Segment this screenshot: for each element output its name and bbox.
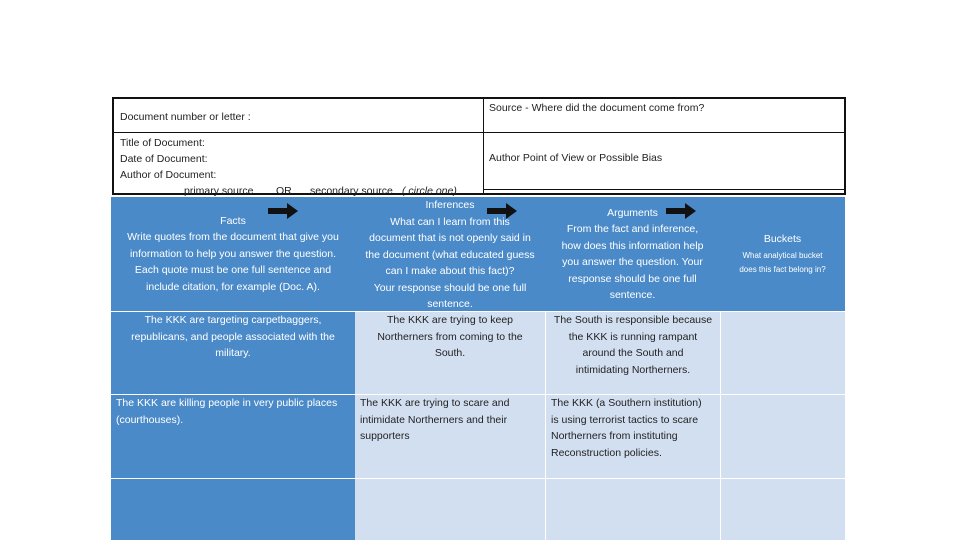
table-row-1-fact[interactable] [111,312,355,394]
buckets-header-line: What analytical bucket [742,250,823,260]
buckets-header-title: Buckets [763,232,802,245]
primary-source-option[interactable]: primary source [184,185,254,197]
fact-line: (courthouses). [116,413,184,426]
fact-line: republicans, and people associated with the [131,330,335,343]
or-label: OR [276,185,292,197]
buckets-header [720,197,845,311]
table-row-3-fact[interactable] [111,479,355,540]
title-label[interactable]: Title of Document: [120,137,205,149]
argument-line: The KKK (a Southern institution) [551,397,702,409]
arguments-header-line: how does this information help [561,239,704,252]
inference-line: Northerners from coming to the [377,330,523,343]
argument-line: Reconstruction policies. [551,446,662,459]
argument-line: Northerners from instituting [551,430,678,442]
argument-line: the KKK is running rampant [568,330,698,343]
right-arrow-icon [487,203,517,219]
table-row-1-inference[interactable] [355,312,545,394]
table-row-1-bucket[interactable] [720,312,845,394]
row-separator [111,478,845,479]
table-row-2-bucket[interactable] [720,395,845,478]
arguments-header-line: response should be one full [568,272,697,285]
author-label[interactable]: Author of Document: [120,169,217,181]
facts-header-line: information to help you answer the question. [129,247,337,260]
inference-line: intimidate Northerners and their [360,413,508,426]
inferences-header-line: sentence. [427,298,473,310]
inferences-header-line: What can I learn from this [390,215,510,228]
right-arrow-icon [666,203,696,219]
arguments-header-line: From the fact and inference, [566,223,699,235]
inference-line: The KKK are trying to scare and [360,397,510,409]
buckets-header-line: does this fact belong in? [739,264,826,274]
table-row-3-bucket[interactable] [720,479,845,540]
arguments-header-line: sentence. [609,289,656,301]
row-separator [111,394,845,395]
argument-line: intimidating Northerners. [575,363,691,376]
form-bottom-divider [483,189,844,190]
facts-header-line: Each quote must be one full sentence and [134,264,332,277]
form-vertical-divider [483,99,484,195]
fact-line: military. [215,347,251,359]
inference-line: The KKK are trying to keep [386,314,514,326]
facts-header-line: Facts [220,214,246,227]
table-row-2-inference[interactable] [355,395,545,478]
fact-line: The KKK are killing people in very public places [116,397,338,409]
inferences-header-line: the document (what educated guess [365,248,535,261]
argument-line: around the South and [582,347,684,359]
date-label[interactable]: Date of Document: [120,153,208,165]
inferences-header-line: document that is not openly said in [369,232,531,244]
inferences-header-line: Inferences [425,199,475,211]
facts-header [111,197,355,311]
inference-line: supporters [360,430,410,442]
source-label[interactable]: Source - Where did the document come from? [489,102,705,114]
row-separator [111,311,845,312]
table-row-1-argument[interactable] [545,312,720,394]
fact-line: The KKK are targeting carpetbaggers, [144,314,322,326]
form-horizontal-divider [114,132,844,133]
facts-header-line: include citation, for example (Doc. A). [146,280,320,293]
inferences-header-line: can I make about this fact)? [385,265,515,277]
inference-line: South. [434,347,466,359]
arguments-header-line: Arguments [607,206,658,219]
table-row-3-argument[interactable] [545,479,720,540]
inferences-header-line: Your response should be one full [373,281,527,294]
table-row-2-argument[interactable] [545,395,720,478]
circle-one-note: ( circle one) [402,185,457,197]
secondary-source-option[interactable]: secondary source [310,185,393,197]
argument-line: is using terrorist tactics to scare [551,413,699,426]
argument-line: The South is responsible because [553,314,713,326]
table-row-2-fact[interactable] [111,395,355,478]
doc-number-label[interactable]: Document number or letter : [120,111,251,123]
right-arrow-icon [268,203,298,219]
document-info-form [112,97,846,195]
facts-header-line: Write quotes from the document that give you [127,231,339,244]
author-pov-label[interactable]: Author Point of View or Possible Bias [489,152,663,164]
table-row-3-inference[interactable] [355,479,545,540]
arguments-header-line: you answer the question. Your [562,256,703,268]
